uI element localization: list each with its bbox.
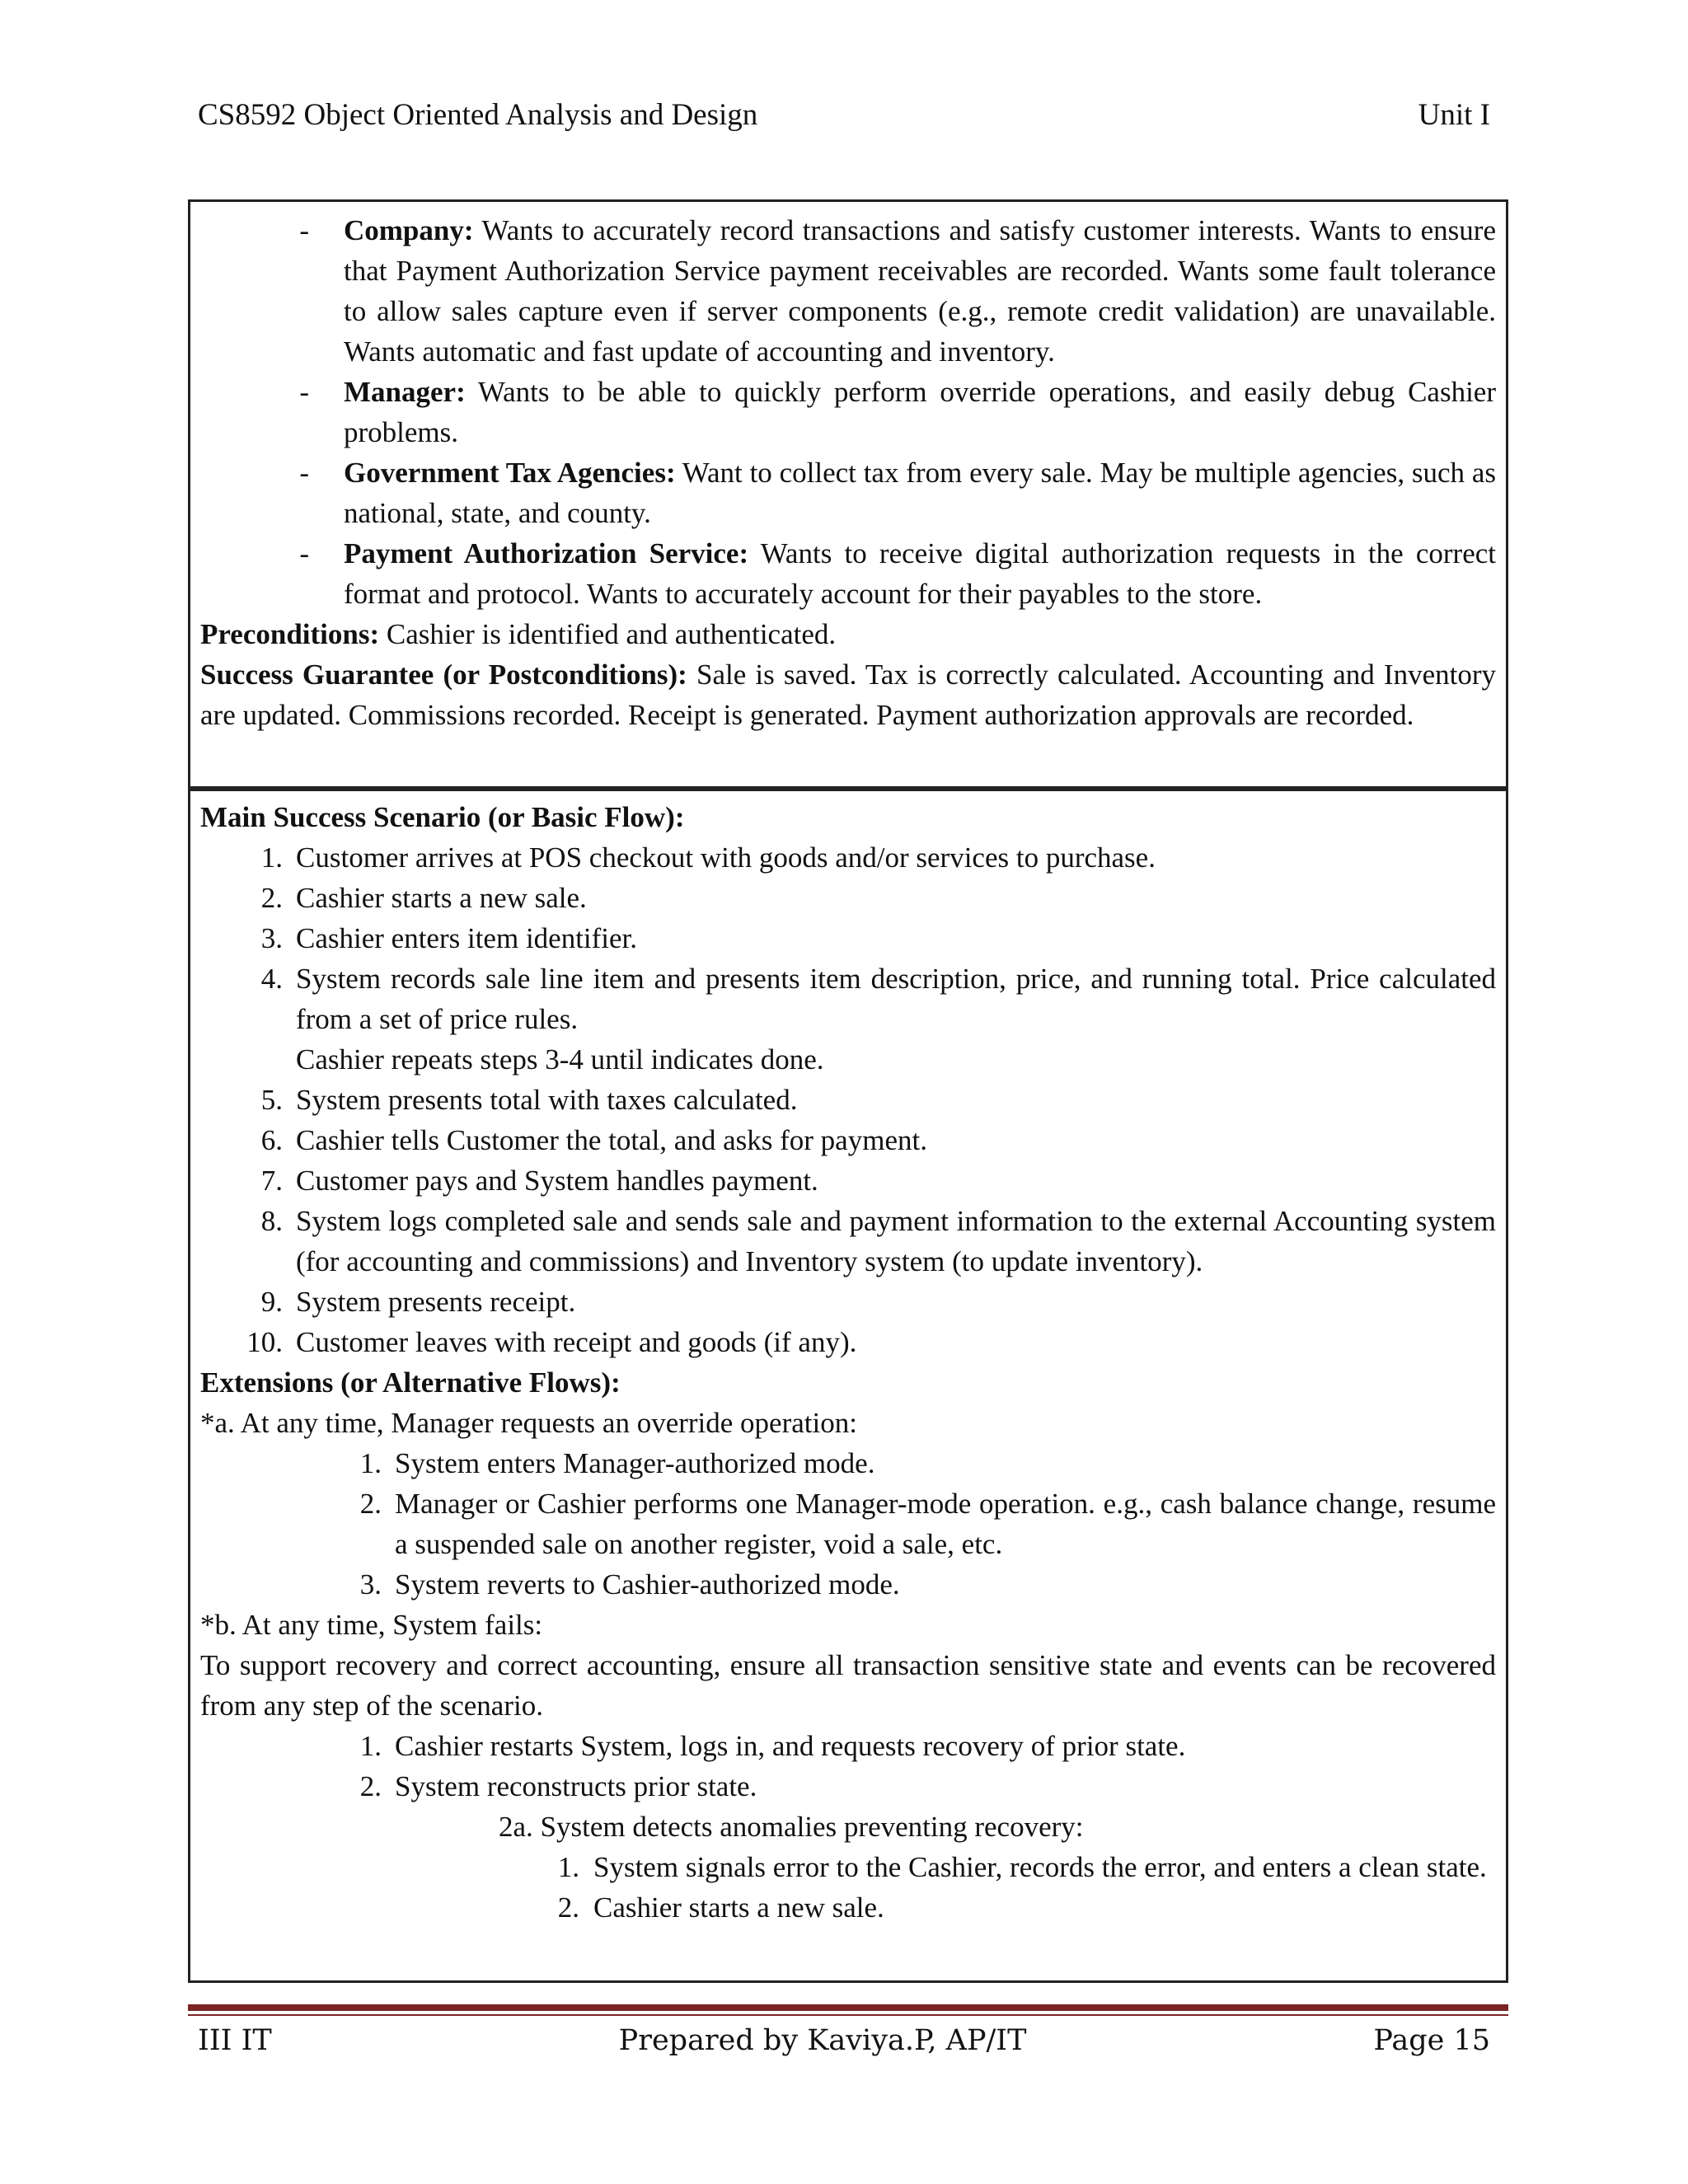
- footer-author: Prepared by Kaviya.P, AP/IT: [618, 2024, 1027, 2057]
- extension-2a-title: 2a. System detects anomalies preventing recovery:: [499, 1811, 1084, 1843]
- main-scenario-heading: Main Success Scenario (or Basic Flow):: [200, 801, 685, 833]
- step-text: Manager or Cashier performs one Manager-mode operation. e.g., cash balance change, resume a suspended sale on another register, void a sale, etc.: [395, 1488, 1496, 1560]
- stakeholder-text: Wants to receive digital authorization requests in the correct format and protocol. Wants to accurately account for their payables to the store.: [344, 537, 1496, 610]
- step-text: System presents total with taxes calculated.: [296, 1084, 798, 1116]
- step-number: 1.: [260, 841, 283, 874]
- main-step: [200, 1322, 1496, 1362]
- step-text: System presents receipt.: [296, 1286, 576, 1318]
- extension-b-step: [200, 1726, 1496, 1766]
- page-header: [198, 97, 1490, 138]
- main-step: [200, 1160, 1496, 1201]
- step-text: Customer arrives at POS checkout with goods and/or services to purchase.: [296, 841, 1156, 874]
- extension-b-step: [200, 1766, 1496, 1807]
- main-step: [200, 1201, 1496, 1282]
- unit-label: Unit I: [1418, 98, 1490, 132]
- step-number: 1.: [359, 1730, 382, 1762]
- step-text: Cashier restarts System, logs in, and requests recovery of prior state.: [395, 1730, 1186, 1762]
- step-text: System logs completed sale and sends sale and payment information to the external Accounting system (for accounting and commissions) and Inventory system (to update inventory).: [296, 1205, 1496, 1277]
- stakeholder-item: [200, 452, 1496, 533]
- page-footer: [198, 2018, 1490, 2064]
- step-text: Cashier starts a new sale.: [593, 1891, 884, 1924]
- step-text: Cashier tells Customer the total, and asks for payment.: [296, 1124, 927, 1156]
- step-number: 2.: [557, 1891, 579, 1924]
- main-step: [200, 1120, 1496, 1160]
- extension-2a-step: [200, 1887, 1496, 1928]
- step-text: Customer leaves with receipt and goods (if any).: [296, 1326, 857, 1358]
- preconditions: [200, 614, 1496, 654]
- step-text: System records sale line item and presents item description, price, and running total. Price calculated from a set of price rules.: [296, 963, 1496, 1035]
- footer-class: III IT: [198, 2024, 272, 2057]
- stakeholders-box: [188, 199, 1508, 791]
- step-text: System enters Manager-authorized mode.: [395, 1447, 875, 1479]
- step-number: 3.: [359, 1568, 382, 1601]
- step-text: System reverts to Cashier-authorized mode.: [395, 1568, 900, 1601]
- footer-rule-thick: [188, 2004, 1508, 2011]
- main-step: [200, 1080, 1496, 1120]
- extension-a-title: *a. At any time, Manager requests an override operation:: [200, 1407, 857, 1439]
- course-title: CS8592 Object Oriented Analysis and Design: [198, 98, 758, 132]
- step-number: 4.: [260, 963, 283, 995]
- main-step-note: [200, 1039, 1496, 1080]
- step-text: Customer pays and System handles payment.: [296, 1165, 818, 1197]
- step-number: 2.: [359, 1488, 382, 1520]
- step-number: 1.: [359, 1447, 382, 1479]
- extension-a-step: [200, 1443, 1496, 1483]
- step-text: Cashier starts a new sale.: [296, 882, 587, 914]
- preconditions-label: Preconditions:: [200, 618, 380, 650]
- main-step: [200, 837, 1496, 878]
- postconditions-label: Success Guarantee (or Postconditions):: [200, 658, 687, 691]
- step-number: 6.: [260, 1124, 283, 1156]
- stakeholder-title: Manager:: [344, 376, 466, 408]
- step-number: 2.: [359, 1770, 382, 1802]
- stakeholder-item: [200, 210, 1496, 372]
- extension-2a-step: [200, 1847, 1496, 1887]
- step-number: 3.: [260, 922, 283, 954]
- stakeholder-text: Wants to be able to quickly perform override operations, and easily debug Cashier problems.: [344, 376, 1496, 448]
- main-step: [200, 918, 1496, 958]
- postconditions-text: Sale is saved. Tax is correctly calculated. Accounting and Inventory are updated. Commissions recorded. Receipt is generated. Payment authorization approvals are recorded.: [200, 658, 1496, 731]
- stakeholder-title: Government Tax Agencies:: [344, 457, 676, 489]
- step-number: 5.: [260, 1084, 283, 1116]
- bullet-marker: -: [299, 214, 309, 246]
- page-number: Page 15: [1373, 2024, 1490, 2057]
- bullet-marker: -: [299, 376, 309, 408]
- main-step: [200, 1282, 1496, 1322]
- step-number: 10.: [246, 1326, 283, 1358]
- step-number: 8.: [260, 1205, 283, 1237]
- preconditions-text: Cashier is identified and authenticated.: [386, 618, 837, 650]
- bullet-marker: -: [299, 537, 309, 569]
- extension-a-step: [200, 1483, 1496, 1564]
- step-text: Cashier repeats steps 3-4 until indicates done.: [296, 1043, 824, 1076]
- step-text: Cashier enters item identifier.: [296, 922, 638, 954]
- extension-b-intro: To support recovery and correct accounting, ensure all transaction sensitive state and events can be recovered from any step of the scenario.: [200, 1649, 1496, 1722]
- stakeholder-item: [200, 533, 1496, 614]
- stakeholder-title: Payment Authorization Service:: [344, 537, 749, 569]
- stakeholder-title: Company:: [344, 214, 474, 246]
- step-number: 1.: [557, 1851, 579, 1883]
- stakeholder-text: Wants to accurately record transactions and satisfy customer interests. Wants to ensure that Payment Authorization Service payment receivables are recorded. Wants some fault tolerance to allow sales capture even if server components (e.g., remote credit validation) are unavailable. Wants automatic and fast update of accounting and inventory.: [344, 214, 1496, 368]
- main-step: [200, 958, 1496, 1039]
- step-number: 2.: [260, 882, 283, 914]
- postconditions: [200, 654, 1496, 735]
- bullet-marker: -: [299, 457, 309, 489]
- step-text: System reconstructs prior state.: [395, 1770, 757, 1802]
- step-number: 9.: [260, 1286, 283, 1318]
- extension-b-title: *b. At any time, System fails:: [200, 1609, 543, 1641]
- step-text: System signals error to the Cashier, records the error, and enters a clean state.: [593, 1851, 1487, 1883]
- main-step: [200, 878, 1496, 918]
- scenario-box: [188, 786, 1508, 1983]
- extension-a-step: [200, 1564, 1496, 1605]
- stakeholder-item: [200, 372, 1496, 452]
- extensions-heading: Extensions (or Alternative Flows):: [200, 1366, 621, 1399]
- step-number: 7.: [260, 1165, 283, 1197]
- stakeholder-text: Want to collect tax from every sale. May be multiple agencies, such as national, state, and county.: [344, 457, 1497, 529]
- footer-rule-thin: [188, 2014, 1508, 2016]
